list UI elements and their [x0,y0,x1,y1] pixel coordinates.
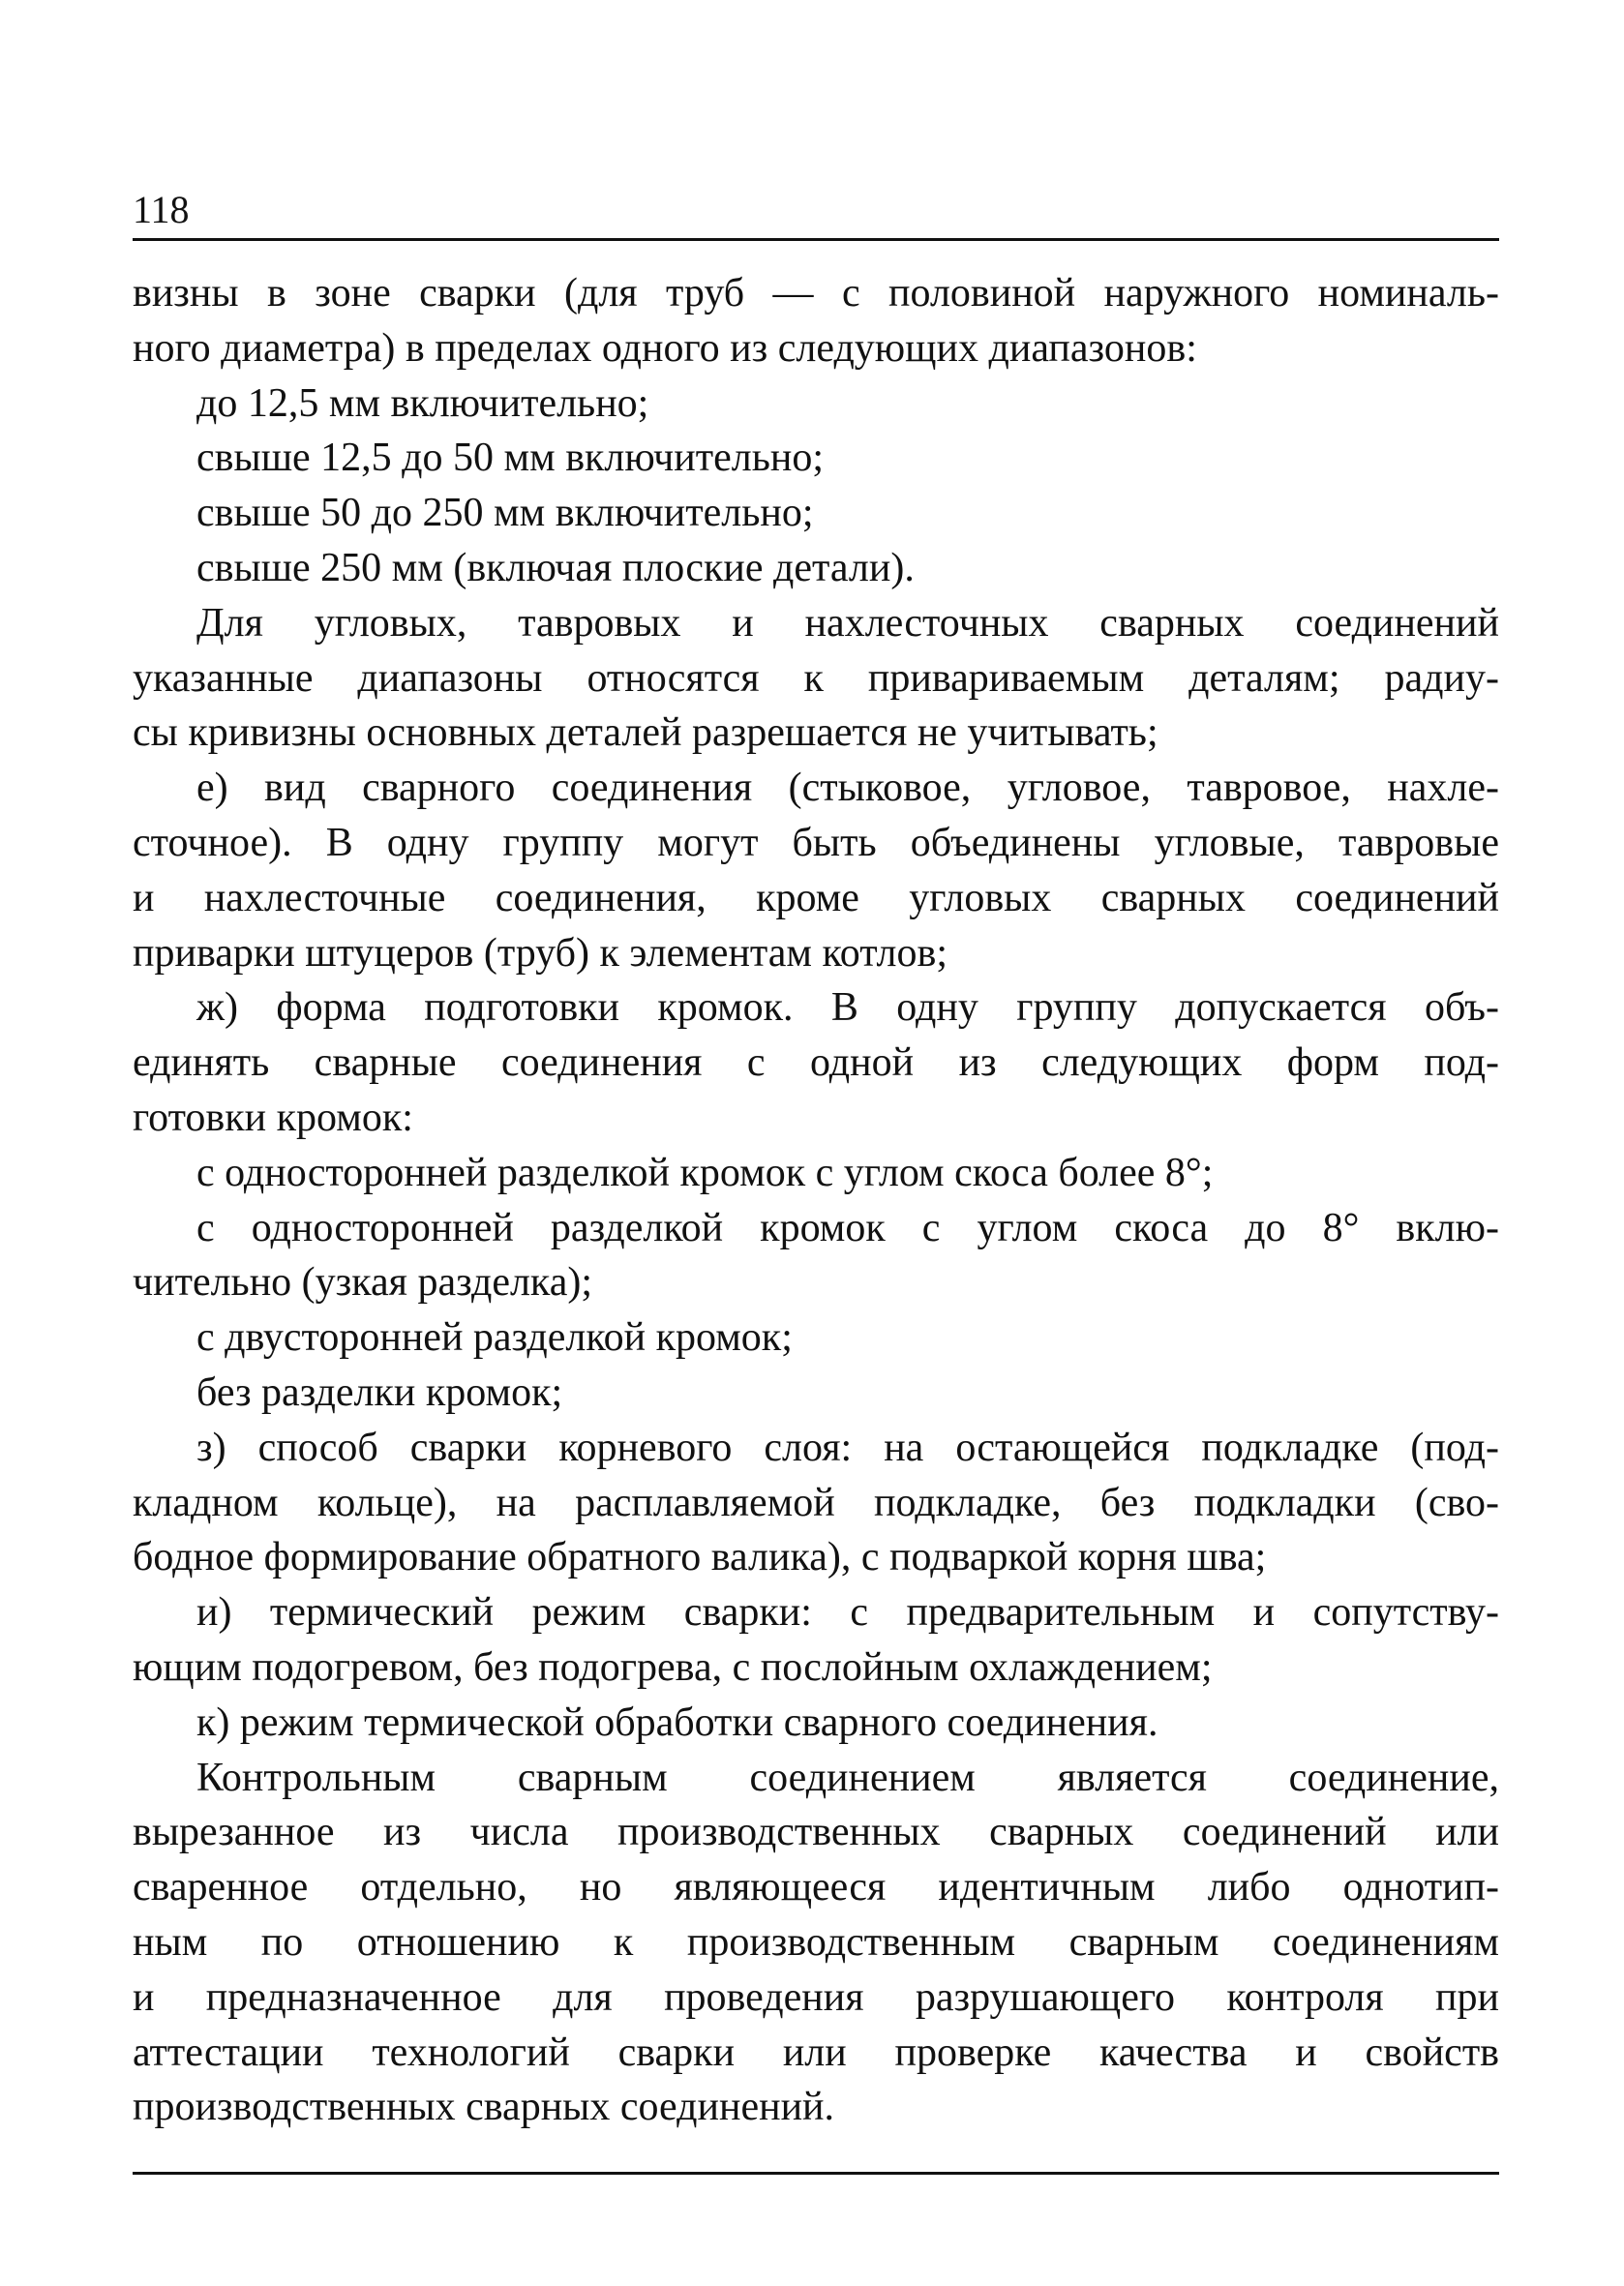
text-line: свыше 12,5 до 50 мм включительно; [196,436,825,481]
text-line: свыше 50 до 250 мм включительно; [196,491,814,536]
text-line: ным по отношению к производственным сварным соединениям [133,1919,1499,1965]
text-line: ж) форма подготовки кромок. В одну группу допускается объ- [196,985,1499,1031]
text-line: вырезанное из числа производственных сварных соединений или [133,1810,1499,1855]
header-rule [133,238,1499,241]
text-line: до 12,5 мм включительно; [196,380,649,426]
text-line: единять сварные соединения с одной из следующих форм под- [133,1040,1499,1086]
text-line: к) режим термической обработки сварного соединения. [196,1699,1158,1745]
text-line: е) вид сварного соединения (стыковое, угловое, тавровое, нахле- [196,766,1499,811]
text-line: Для угловых, тавровых и нахлесточных сварных соединений [196,600,1499,646]
text-line: Контрольным сварным соединением является соединение, [196,1755,1499,1800]
page-number: 118 [133,188,190,231]
text-line: без разделки кромок; [196,1369,563,1415]
text-line: сточное). В одну группу могут быть объединены угловые, тавровые [133,820,1499,865]
text-line: приварки штуцеров (труб) к элементам котлов; [133,930,947,976]
text-line: и нахлесточные соединения, кроме угловых сварных соединений [133,875,1499,920]
text-line: и предназначенное для проведения разрушающего контроля при [133,1974,1499,2020]
body-text [133,266,1499,2135]
text-line: ного диаметра) в пределах одного из следующих диапазонов: [133,325,1197,371]
text-line: готовки кромок: [133,1095,413,1140]
footer-rule [133,2172,1499,2175]
text-line: сы кривизны основных деталей разрешается не учитывать; [133,710,1158,756]
text-line: кладном кольце), на расплавляемой подкладке, без подкладки (сво- [133,1480,1499,1525]
text-line: аттестации технологий сварки или проверке качества и свойств [133,2030,1499,2075]
text-line: указанные диапазоны относятся к привариваемым деталям; радиу- [133,655,1499,701]
text-line: сваренное отдельно, но являющееся идентичным либо однотип- [133,1865,1499,1910]
text-line: свыше 250 мм (включая плоские детали). [196,545,915,590]
text-line: бодное формирование обратного валика), с подваркой корня шва; [133,1535,1267,1580]
text-line: ющим подогревом, без подогрева, с послойным охлаждением; [133,1644,1213,1690]
text-line: производственных сварных соединений. [133,2085,835,2130]
text-line: визны в зоне сварки (для труб — с половиной наружного номиналь- [133,271,1499,316]
text-line: з) способ сварки корневого слоя: на остающейся подкладке (под- [196,1425,1499,1470]
text-line: чительно (узкая разделка); [133,1260,593,1306]
text-line: с двусторонней разделкой кромок; [196,1315,793,1361]
text-line: с односторонней разделкой кромок с углом скоса более 8°; [196,1150,1214,1195]
text-line: и) термический режим сварки: с предварительным и сопутству- [196,1590,1499,1636]
text-line: с односторонней разделкой кромок с углом скоса до 8° вклю- [196,1205,1499,1250]
